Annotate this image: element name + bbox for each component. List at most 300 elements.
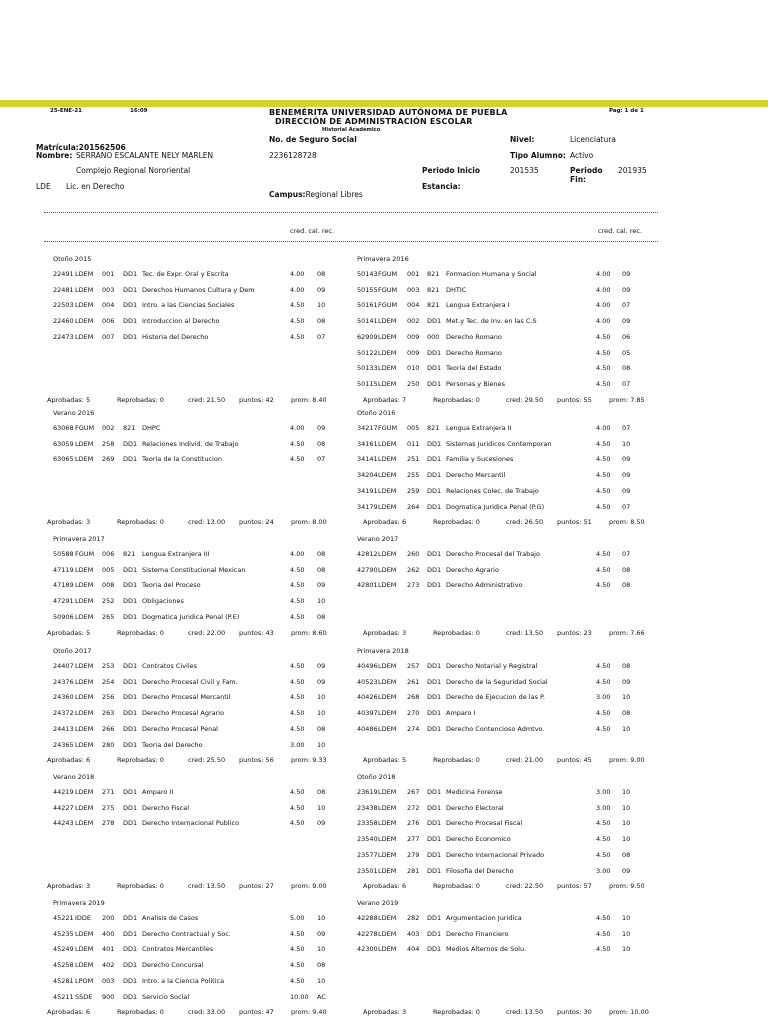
course-nrc: 45249 [53,945,74,954]
course-type: DD1 [123,724,138,733]
course-credits: 4.50 [596,677,611,686]
course-subject: LDEM [75,317,94,326]
course-subject: LDEM [75,270,94,278]
course-nrc: 40426 [357,693,378,702]
course-credits: 4.50 [290,929,305,938]
course-grade: 10 [317,597,326,606]
course-name: Formacion Humana y Social [446,270,537,278]
summary-credits: cred: 29.50 [506,395,544,404]
course-nrc: 23501 [357,866,378,875]
course-grade: 10 [622,439,631,448]
course-row [0,471,768,483]
course-number: 005 [407,424,420,432]
course-credits: 4.50 [290,662,305,670]
course-type: DD1 [123,597,138,606]
course-type: DD1 [427,379,442,388]
course-subject: FGUM [378,424,398,432]
course-row [0,678,768,690]
course-type: DD1 [123,581,138,590]
course-nrc: 22491 [53,270,74,278]
course-subject: LDEM [378,486,397,495]
course-subject: LDEM [75,803,94,812]
course-credits: 4.50 [596,724,611,733]
course-credits: 4.00 [290,550,305,558]
course-nrc: 34179 [357,502,378,511]
course-number: 259 [407,486,420,495]
tipo-alumno-value: Activo [570,151,594,160]
course-type: 821 [427,424,440,432]
course-grade: 07 [622,550,631,558]
course-grade: 10 [622,803,631,812]
course-number: 402 [102,961,115,970]
summary-reprobadas: Reprobadas: 0 [117,1008,164,1017]
summary-average: prom: 8.00 [291,518,327,527]
course-credits: 4.50 [290,439,305,448]
course-subject: LDEM [75,581,94,590]
separator-header [44,241,658,242]
department-name: DIRECCIÓN DE ADMINISTRACIÓN ESCOLAR [275,117,473,126]
course-number: 256 [102,693,115,702]
course-nrc: 45221 [53,914,74,922]
course-number: 252 [102,597,115,606]
course-nrc: 34141 [357,455,378,464]
course-grade: 08 [622,850,631,859]
nss-value: 2236128728 [269,151,317,160]
course-nrc: 23619 [357,788,378,796]
course-name: Derecho Financiero [446,929,509,938]
course-grade: 08 [622,581,631,590]
report-time: 16:09 [130,108,148,114]
course-type: DD1 [123,709,138,718]
summary-average: prom: 9.50 [609,882,645,891]
institution-name: BENEMÉRITA UNIVERSIDAD AUTÓNOMA DE PUEBLA [269,108,508,117]
course-number: 272 [407,803,420,812]
course-grade: 09 [317,677,326,686]
course-name: Derecho Contractual y Soc. [142,929,231,938]
course-nrc: 24365 [53,740,74,749]
course-subject: LDEM [75,740,94,749]
summary-points: puntos: 27 [239,882,274,891]
course-row [0,662,768,674]
course-subject: LDEM [378,439,397,448]
summary-points: puntos: 57 [557,882,592,891]
course-number: 270 [407,709,420,718]
course-nrc: 44219 [53,788,74,796]
course-number: 268 [407,693,420,702]
course-subject: FGUM [75,550,95,558]
summary-aprobadas: Aprobadas: 6 [47,1008,91,1017]
course-grade: 06 [622,332,631,341]
course-name: Medios Alternos de Solu. [446,945,527,954]
course-subject: LDEM [378,455,397,464]
course-subject: LDEM [75,301,94,310]
course-nrc: 42300 [357,945,378,954]
course-credits: 4.00 [290,285,305,294]
summary-aprobadas: Aprobadas: 3 [363,628,407,637]
course-name: Derecho Agrario [446,565,499,574]
course-nrc: 47189 [53,581,74,590]
course-number: 003 [102,285,115,294]
summary-average: prom: 9.00 [609,756,645,765]
course-row [0,867,768,879]
course-subject: LDEM [378,364,397,373]
course-grade: 09 [622,486,631,495]
course-nrc: 50115 [357,379,378,388]
course-subject: LDEM [75,439,94,448]
course-name: Medicina Forense [446,788,503,796]
course-type: DD1 [427,364,442,373]
summary-average: prom: 9.00 [291,882,327,891]
course-name: Teoria del Proceso [142,581,201,590]
course-nrc: 34204 [357,471,378,480]
course-subject: LDEM [378,788,397,796]
course-subject: LDEM [378,348,397,357]
course-number: 265 [102,612,115,621]
course-nrc: 50588 [53,550,74,558]
course-grade: 10 [317,976,326,985]
course-type: 821 [427,285,440,294]
course-name: Intro. a la Ciencia Politica [142,976,225,985]
course-number: 276 [407,819,420,828]
course-row [0,364,768,376]
campus-label: Campus: [269,190,306,199]
course-number: 002 [407,317,420,326]
course-type: 821 [123,424,136,432]
complejo-value: Complejo Regional Nororiental [76,166,191,175]
course-number: 253 [102,662,115,670]
course-number: 403 [407,929,420,938]
course-grade: 07 [622,301,631,310]
summary-reprobadas: Reprobadas: 0 [117,395,164,404]
course-name: Servicio Social [142,992,190,1001]
course-type: DD1 [123,803,138,812]
course-number: 004 [102,301,115,310]
course-type: DD1 [427,803,442,812]
course-grade: 07 [622,379,631,388]
course-credits: 10.00 [290,992,309,1001]
course-name: Derecho Procesal del Trabajo [446,550,540,558]
course-credits: 4.50 [596,929,611,938]
course-type: DD1 [427,866,442,875]
course-grade: 07 [622,424,631,432]
estancia-label: Estancia: [422,182,461,191]
course-credits: 4.50 [290,819,305,828]
course-credits: 3.00 [290,740,305,749]
course-nrc: 47291 [53,597,74,606]
course-number: 007 [102,332,115,341]
course-grade: AC [317,992,326,1001]
course-credits: 4.50 [596,502,611,511]
course-number: 002 [102,424,115,432]
course-credits: 4.00 [596,270,611,278]
summary-reprobadas: Reprobadas: 0 [433,1008,480,1017]
course-subject: LDEM [75,612,94,621]
course-row [0,455,768,467]
course-nrc: 34161 [357,439,378,448]
course-credits: 4.50 [290,565,305,574]
term-summary [0,1008,768,1020]
course-number: 003 [102,976,115,985]
course-grade: 09 [317,662,326,670]
course-credits: 4.50 [596,565,611,574]
course-name: Derecho Notarial y Registral [446,662,538,670]
course-credits: 4.50 [290,693,305,702]
course-credits: 4.50 [290,597,305,606]
course-number: 404 [407,945,420,954]
course-credits: 4.50 [596,379,611,388]
course-name: Teoria de la Constitucion [142,455,222,464]
course-type: DD1 [427,348,442,357]
summary-points: puntos: 43 [239,628,274,637]
course-grade: 10 [622,914,631,922]
course-type: DD1 [427,693,442,702]
summary-aprobadas: Aprobadas: 7 [363,395,407,404]
periodo-fin-label: Periodo Fin: [570,166,603,184]
summary-aprobadas: Aprobadas: 3 [47,882,91,891]
summary-credits: cred: 25.50 [188,756,226,765]
nombre-label: Nombre: [36,151,73,160]
course-grade: 10 [622,835,631,844]
course-grade: 09 [622,866,631,875]
tipo-alumno-label: Tipo Alumno: [510,151,566,160]
course-subject: LDEM [378,693,397,702]
course-subject: LDEM [378,850,397,859]
course-name: Derecho Electoral [446,803,504,812]
course-name: Derechos Humanos Cultura y Dem [142,285,255,294]
course-subject: LDEM [378,471,397,480]
course-credits: 4.50 [290,317,305,326]
summary-reprobadas: Reprobadas: 0 [117,628,164,637]
course-nrc: 44227 [53,803,74,812]
course-subject: LDEM [378,945,397,954]
course-name: Teoria del Derecho [142,740,203,749]
course-number: 011 [407,439,420,448]
course-number: 260 [407,550,420,558]
course-subject: LDEM [75,788,94,796]
course-nrc: 50155 [357,285,378,294]
course-subject: LDEM [378,929,397,938]
course-nrc: 22473 [53,332,74,341]
course-number: 009 [407,348,420,357]
summary-points: puntos: 30 [557,1008,592,1017]
course-name: Derecho Procesal Agrario [142,709,225,718]
summary-average: prom: 8.60 [291,628,327,637]
course-name: Sistemas Juridicos Contemporan [446,439,552,448]
course-grade: 09 [622,455,631,464]
course-nrc: 44243 [53,819,74,828]
course-row [0,993,768,1005]
course-type: DD1 [123,929,138,938]
summary-aprobadas: Aprobadas: 3 [363,1008,407,1017]
course-name: Teoria del Estado [446,364,502,373]
course-name: Lengua Extranjera III [142,550,210,558]
course-credits: 4.50 [290,976,305,985]
course-row [0,741,768,753]
course-nrc: 40397 [357,709,378,718]
course-type: 821 [427,270,440,278]
column-header-left: cred. cal. rec. [290,227,335,235]
course-name: Dogmatica Juridica Penal (P.G) [446,502,545,511]
course-subject: FGUM [378,301,398,310]
course-credits: 4.50 [596,550,611,558]
header-accent-bar [0,100,768,107]
course-credits: 4.00 [596,317,611,326]
course-credits: 4.50 [596,471,611,480]
term-heading: Primavera 2019 [53,899,105,907]
term-heading: Otoño 2015 [53,255,92,263]
course-number: 262 [407,565,420,574]
separator-top [44,212,658,213]
summary-points: puntos: 51 [557,518,592,527]
course-credits: 4.50 [290,301,305,310]
course-grade: 10 [622,819,631,828]
course-nrc: 47119 [53,565,74,574]
course-subject: LDEM [378,581,397,590]
course-type: DD1 [427,929,442,938]
course-grade: 08 [622,565,631,574]
summary-reprobadas: Reprobadas: 0 [433,756,480,765]
course-number: 281 [407,866,420,875]
course-grade: 05 [622,348,631,357]
course-grade: 08 [317,317,326,326]
course-nrc: 22481 [53,285,74,294]
course-row [0,333,768,345]
course-row [0,440,768,452]
course-credits: 4.50 [596,486,611,495]
course-row [0,503,768,515]
summary-reprobadas: Reprobadas: 0 [433,882,480,891]
course-row [0,709,768,721]
course-credits: 4.50 [290,709,305,718]
course-type: DD1 [427,471,442,480]
course-number: 263 [102,709,115,718]
course-nrc: 50133 [357,364,378,373]
matricula-value: 201562506 [78,143,126,152]
program-code: LDE [36,182,51,191]
matricula-label: Matrícula: [36,143,79,152]
course-grade: 10 [317,301,326,310]
course-name: Filosofia del Derecho [446,866,514,875]
summary-points: puntos: 24 [239,518,274,527]
summary-reprobadas: Reprobadas: 0 [433,628,480,637]
summary-aprobadas: Aprobadas: 5 [363,756,407,765]
course-number: 006 [102,317,115,326]
course-name: Derecho Contencioso Admtvo. [446,724,545,733]
course-row [0,566,768,578]
course-nrc: 50161 [357,301,378,310]
summary-reprobadas: Reprobadas: 0 [117,882,164,891]
summary-credits: cred: 13.50 [506,1008,544,1017]
summary-average: prom: 8.40 [291,395,327,404]
course-credits: 4.50 [596,819,611,828]
course-subject: LDEM [75,455,94,464]
summary-credits: cred: 21.50 [188,395,226,404]
course-name: Derecho de la Seguridad Social [446,677,548,686]
course-name: Introduccion al Derecho [142,317,220,326]
course-type: DD1 [427,565,442,574]
course-number: 274 [407,724,420,733]
course-credits: 4.00 [290,270,305,278]
summary-average: prom: 8.50 [609,518,645,527]
course-type: DD1 [123,270,138,278]
course-name: Derecho Fiscal [142,803,190,812]
course-type: DD1 [123,788,138,796]
report-date: 25-ENE-21 [50,108,82,114]
course-nrc: 42812 [357,550,378,558]
course-grade: 10 [622,945,631,954]
course-name: Derecho Procesal Penal [142,724,218,733]
course-number: 267 [407,788,420,796]
course-credits: 4.50 [596,364,611,373]
course-nrc: 45281 [53,976,74,985]
course-type: DD1 [123,693,138,702]
course-subject: LDEM [378,803,397,812]
course-name: Derecho Administrativo [446,581,523,590]
course-type: DD1 [123,285,138,294]
course-name: Derecho Romano [446,348,502,357]
course-credits: 4.50 [596,662,611,670]
course-type: DD1 [123,439,138,448]
course-grade: 10 [317,740,326,749]
summary-points: puntos: 23 [557,628,592,637]
course-grade: 08 [622,662,631,670]
term-heading: Verano 2019 [357,899,399,907]
summary-average: prom: 7.66 [609,628,645,637]
course-number: 001 [102,270,115,278]
course-credits: 4.50 [290,788,305,796]
course-credits: 4.50 [596,439,611,448]
course-subject: LDEM [75,961,94,970]
course-grade: 08 [317,270,326,278]
course-row [0,581,768,593]
course-grade: 08 [317,565,326,574]
course-subject: LDEM [378,914,397,922]
course-subject: LDEM [75,819,94,828]
course-credits: 4.50 [290,945,305,954]
course-type: DD1 [427,914,442,922]
course-nrc: 63065 [53,455,74,464]
course-grade: 09 [622,317,631,326]
course-subject: LDEM [75,332,94,341]
course-number: 008 [102,581,115,590]
course-name: Relaciones Colec. de Trabajo [446,486,539,495]
course-number: 257 [407,662,420,670]
course-name: DHTIC [446,285,467,294]
periodo-inicio-value: 201535 [510,166,539,175]
course-credits: 4.00 [596,424,611,432]
periodo-fin-value: 201935 [618,166,647,175]
course-type: DD1 [427,788,442,796]
course-number: 401 [102,945,115,954]
course-row [0,930,768,942]
term-summary [0,629,768,641]
course-row [0,977,768,989]
course-type: DD1 [123,740,138,749]
course-subject: FGUM [75,424,95,432]
course-credits: 4.50 [290,803,305,812]
course-name: Met.y Tec. de Inv. en las C.S [446,317,537,326]
course-nrc: 42278 [357,929,378,938]
course-credits: 4.50 [596,945,611,954]
course-nrc: 42790 [357,565,378,574]
course-number: 005 [102,565,115,574]
course-grade: 08 [622,709,631,718]
summary-points: puntos: 45 [557,756,592,765]
course-name: Historia del Derecho [142,332,209,341]
course-type: DD1 [123,662,138,670]
course-credits: 4.50 [290,677,305,686]
course-subject: FGUM [378,270,398,278]
